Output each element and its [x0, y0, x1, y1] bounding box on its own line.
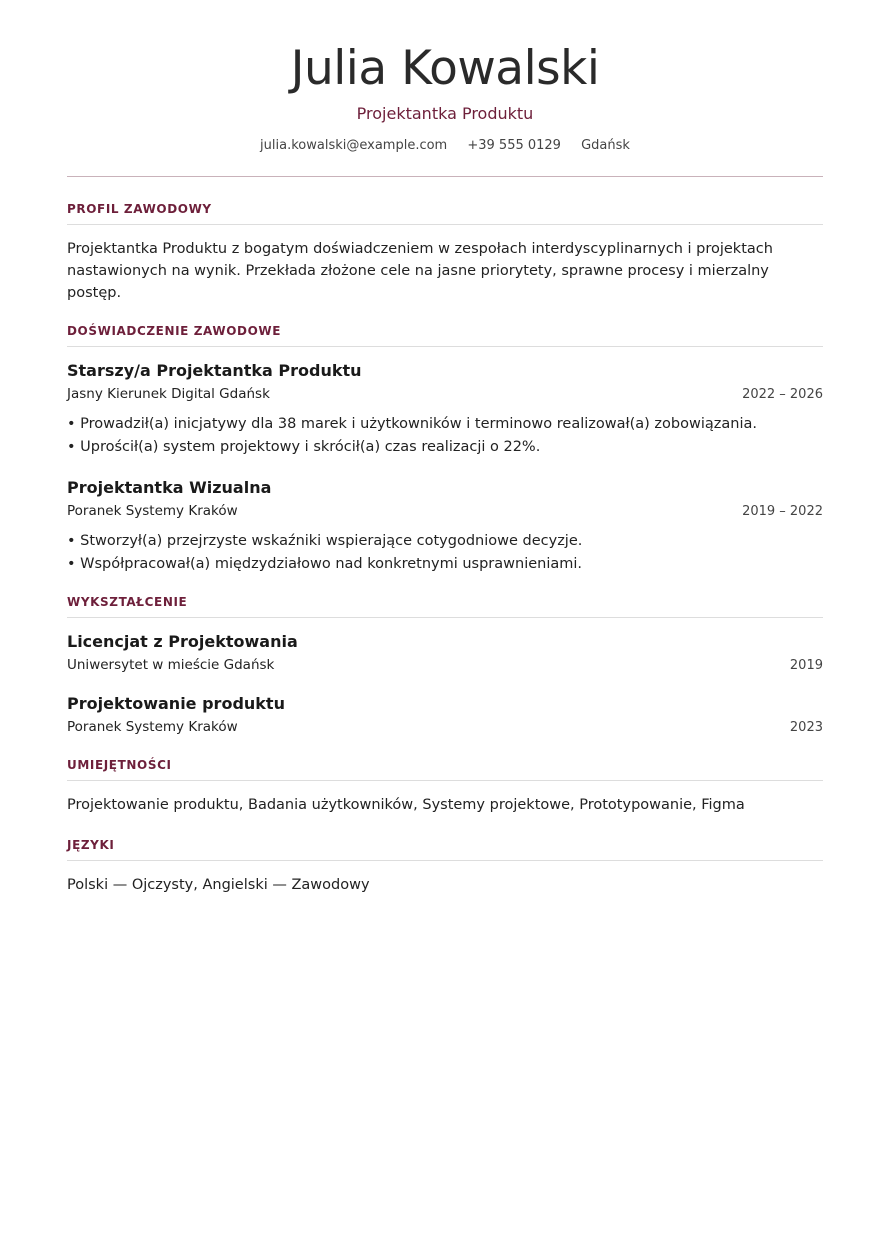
- education-year: 2019: [789, 658, 823, 673]
- education-year: 2023: [789, 720, 823, 735]
- job-bullet: • Prowadził(a) inicjatywy dla 38 marek i użytkowników i terminowo realizował(a) zobowiązania.: [67, 416, 757, 432]
- education-degree: Licencjat z Projektowania: [67, 632, 298, 651]
- education-school: Poranek Systemy Kraków: [67, 719, 238, 735]
- profile-section: [67, 202, 823, 304]
- profile-section-title: PROFIL ZAWODOWY: [67, 202, 823, 225]
- experience-section: [67, 324, 823, 575]
- contact-email[interactable]: julia.kowalski@example.com: [260, 138, 448, 153]
- resume-header: [67, 0, 823, 177]
- education-meta: [67, 656, 823, 675]
- education-degree: Projektowanie produktu: [67, 694, 285, 713]
- education-meta: [67, 718, 823, 737]
- job-bullet: • Uprościł(a) system projektowy i skrócił(a) czas realizacji o 22%.: [67, 438, 541, 455]
- education-section: [67, 595, 823, 737]
- languages-text: Polski — Ojczysty, Angielski — Zawodowy: [67, 877, 370, 893]
- job-bullet: • Stworzył(a) przejrzyste wskaźniki wspierające cotygodniowe decyzje.: [67, 533, 583, 549]
- profile-text: Projektantka Produktu z bogatym doświadczeniem w zespołach interdyscyplinarnych i projektach nastawionych na wynik. Przekłada złożone cele na jasne priorytety, sprawne procesy i mierzalny postęp.: [67, 241, 773, 301]
- job-dates: 2019 – 2022: [742, 504, 823, 519]
- job-meta: [67, 502, 823, 521]
- header-divider: [67, 176, 823, 177]
- skills-section: [67, 758, 823, 815]
- job-bullets: [67, 413, 823, 458]
- skills-text: Projektowanie produktu, Badania użytkowników, Systemy projektowe, Prototypowanie, Figma: [67, 797, 745, 813]
- candidate-name: Julia Kowalski: [290, 41, 600, 96]
- education-entry: [67, 694, 823, 737]
- job-title: Starszy/a Projektantka Produktu: [67, 361, 362, 380]
- skills-section-title: UMIEJĘTNOŚCI: [67, 758, 823, 781]
- education-section-title: WYKSZTAŁCENIE: [67, 595, 823, 618]
- languages-section: [67, 838, 823, 895]
- job-entry: [67, 361, 823, 458]
- contact-city: Gdańsk: [581, 138, 630, 153]
- languages-section-title: JĘZYKI: [67, 838, 823, 861]
- job-bullets: [67, 530, 823, 575]
- candidate-role: Projektantka Produktu: [356, 104, 534, 123]
- job-company: Jasny Kierunek Digital Gdańsk: [67, 386, 270, 402]
- experience-section-title: DOŚWIADCZENIE ZAWODOWE: [67, 324, 823, 347]
- job-company: Poranek Systemy Kraków: [67, 503, 238, 519]
- contact-line: [67, 138, 823, 154]
- education-school: Uniwersytet w mieście Gdańsk: [67, 657, 275, 673]
- job-title: Projektantka Wizualna: [67, 478, 272, 497]
- education-entry: [67, 632, 823, 675]
- job-dates: 2022 – 2026: [742, 387, 823, 402]
- job-meta: [67, 385, 823, 404]
- contact-phone[interactable]: +39 555 0129: [467, 138, 561, 153]
- job-entry: [67, 478, 823, 575]
- job-bullet: • Współpracował(a) międzydziałowo nad konkretnymi usprawnieniami.: [67, 555, 583, 572]
